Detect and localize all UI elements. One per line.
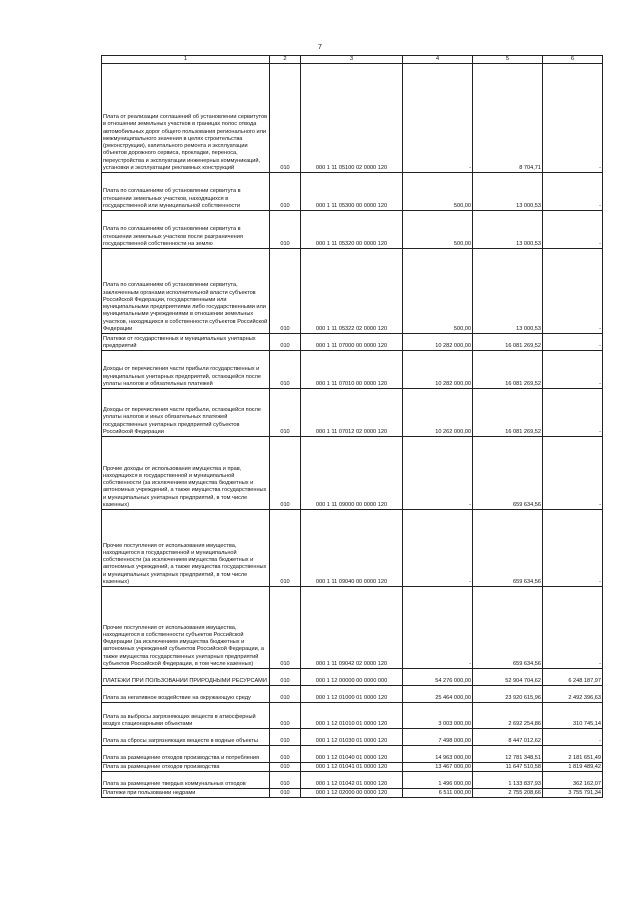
row-name: [102, 763, 270, 772]
row-executed-amount: 2 692 254,86: [473, 703, 543, 729]
page-number: 7: [318, 44, 322, 51]
row-line-code: 010: [270, 211, 301, 249]
row-budget-code: 000 1 11 09040 00 0000 120: [301, 510, 403, 587]
row-budget-code: 000 1 12 01042 01 0000 120: [301, 772, 403, 789]
row-name-text: Платежи от государственных и муниципальных унитарных предприятий: [103, 335, 256, 349]
row-name: [102, 686, 270, 703]
row-name-text: Доходы от перечисления части прибыли государственных и муниципальных унитарных предприятий, остающейся после уплаты налогов и обязательных платежей: [103, 366, 262, 387]
table-row: [102, 249, 603, 334]
row-unexecuted-amount: 3 755 791,34: [543, 789, 603, 798]
row-name-text: Плата за негативное воздействие на окружающую среду: [103, 694, 251, 701]
row-name: [102, 510, 270, 587]
row-executed-amount: 13 000,53: [473, 211, 543, 249]
row-unexecuted-amount: 2 492 396,63: [543, 686, 603, 703]
row-unexecuted-amount: 1 819 489,42: [543, 763, 603, 772]
header-col-6: 6: [543, 56, 603, 64]
row-executed-amount: 8 704,71: [473, 64, 543, 173]
row-name-text: Плата за размещение отходов производства: [103, 763, 220, 770]
table-row: [102, 334, 603, 351]
row-approved-amount: -: [403, 437, 473, 510]
row-unexecuted-amount: 2 181 651,49: [543, 746, 603, 763]
row-line-code: 010: [270, 334, 301, 351]
row-executed-amount: 16 081 269,52: [473, 389, 543, 437]
row-approved-amount: -: [403, 64, 473, 173]
row-unexecuted-amount: 310 745,14: [543, 703, 603, 729]
table-row: [102, 789, 603, 798]
row-name: [102, 729, 270, 746]
table-row: [102, 669, 603, 686]
row-unexecuted-amount: -: [543, 437, 603, 510]
row-unexecuted-amount: 362 162,07: [543, 772, 603, 789]
row-line-code: 010: [270, 249, 301, 334]
row-name-text: Плата по соглашениям об установлении сервитута, заключенным органами исполнительной власти субъектов Российской Федерации, государственными или муниципальными предприятиями либо государственными или муниципальными учреждениями в отношении земельных участков, находящихся в собственности субъектов Российской Федерации: [103, 282, 268, 332]
row-line-code: 010: [270, 437, 301, 510]
row-unexecuted-amount: -: [543, 510, 603, 587]
row-approved-amount: 500,00: [403, 173, 473, 211]
table-row: [102, 746, 603, 763]
row-executed-amount: 659 634,56: [473, 437, 543, 510]
row-approved-amount: 14 963 000,00: [403, 746, 473, 763]
row-unexecuted-amount: -: [543, 334, 603, 351]
row-executed-amount: 13 000,53: [473, 173, 543, 211]
row-budget-code: 000 1 12 01030 01 0000 120: [301, 729, 403, 746]
row-name-text: ПЛАТЕЖИ ПРИ ПОЛЬЗОВАНИИ ПРИРОДНЫМИ РЕСУРСАМИ: [103, 677, 267, 684]
row-budget-code: 000 1 11 05300 00 0000 120: [301, 173, 403, 211]
header-col-1: 1: [102, 56, 270, 64]
row-name-text: Плата за сбросы загрязняющих веществ в водные объекты: [103, 737, 258, 744]
row-executed-amount: 13 000,53: [473, 249, 543, 334]
row-budget-code: 000 1 11 09000 00 0000 120: [301, 437, 403, 510]
row-name-text: Плата от реализации соглашений об установлении сервитутов в отношении земельных участков в границах полос отвода автомобильных дорог общего пользования регионального или межмуниципального значения в целях строительства (реконструкции), капитального ремонта и эксплуатации объектов дорожного сервиса, прокладки, переноса, переустройства и эксплуатации инженерных коммуникаций, установки и эксплуатации рекламных конструкций: [103, 114, 268, 171]
row-budget-code: 000 1 11 07010 00 0000 120: [301, 351, 403, 389]
row-approved-amount: 6 511 000,00: [403, 789, 473, 798]
row-unexecuted-amount: -: [543, 389, 603, 437]
row-approved-amount: 13 467 000,00: [403, 763, 473, 772]
row-name: [102, 437, 270, 510]
row-line-code: 010: [270, 587, 301, 669]
table-row: [102, 729, 603, 746]
row-approved-amount: 10 262 000,00: [403, 389, 473, 437]
column-number-header-row: [102, 56, 603, 64]
row-budget-code: 000 1 11 05100 02 0000 120: [301, 64, 403, 173]
row-line-code: 010: [270, 746, 301, 763]
row-budget-code: 000 1 12 01000 01 0000 120: [301, 686, 403, 703]
row-executed-amount: 16 081 269,52: [473, 351, 543, 389]
row-name-text: Прочие доходы от использования имущества и прав, находящихся в государственной и муниципальной собственности (за исключением имущества бюджетных и автономных учреждений, а также имущества государственных и муниципальных унитарных предприятий, в том числе казенных): [103, 465, 267, 508]
row-line-code: 010: [270, 64, 301, 173]
row-name-text: Плата по соглашениям об установлении сервитута в отношении земельных участков после разграничения государственной собственности на землю: [103, 226, 243, 247]
header-col-3: 3: [301, 56, 403, 64]
row-name-text: Плата за размещение отходов производства и потребления: [103, 754, 260, 761]
row-unexecuted-amount: -: [543, 173, 603, 211]
row-approved-amount: -: [403, 510, 473, 587]
row-budget-code: 000 1 11 07012 02 0000 120: [301, 389, 403, 437]
row-approved-amount: 500,00: [403, 249, 473, 334]
row-name: [102, 772, 270, 789]
row-name-text: Плата за выбросы загрязняющих веществ в атмосферный воздух стационарными объектами: [103, 713, 256, 727]
row-line-code: 010: [270, 351, 301, 389]
row-unexecuted-amount: -: [543, 351, 603, 389]
row-name: [102, 389, 270, 437]
row-approved-amount: 10 282 000,00: [403, 334, 473, 351]
row-approved-amount: 7 498 000,00: [403, 729, 473, 746]
table-row: [102, 389, 603, 437]
row-line-code: 010: [270, 686, 301, 703]
row-name: [102, 211, 270, 249]
table-row: [102, 173, 603, 211]
row-budget-code: 000 1 12 01041 01 0000 120: [301, 763, 403, 772]
row-unexecuted-amount: -: [543, 587, 603, 669]
table-row: [102, 772, 603, 789]
row-unexecuted-amount: -: [543, 64, 603, 173]
table-row: [102, 437, 603, 510]
report-table-body: [102, 56, 603, 798]
table-row: [102, 510, 603, 587]
row-budget-code: 000 1 12 01040 01 0000 120: [301, 746, 403, 763]
row-line-code: 010: [270, 772, 301, 789]
row-line-code: 010: [270, 763, 301, 772]
row-approved-amount: 54 276 000,00: [403, 669, 473, 686]
row-unexecuted-amount: 6 248 187,97: [543, 669, 603, 686]
table-row: [102, 686, 603, 703]
row-executed-amount: 8 447 012,62: [473, 729, 543, 746]
row-approved-amount: 500,00: [403, 211, 473, 249]
row-executed-amount: 52 904 704,62: [473, 669, 543, 686]
row-name: [102, 789, 270, 798]
header-col-5: 5: [473, 56, 543, 64]
row-name: [102, 64, 270, 173]
row-approved-amount: 3 003 000,00: [403, 703, 473, 729]
row-unexecuted-amount: -: [543, 249, 603, 334]
row-executed-amount: 12 781 348,51: [473, 746, 543, 763]
row-approved-amount: 10 282 000,00: [403, 351, 473, 389]
row-budget-code: 000 1 12 01010 01 0000 120: [301, 703, 403, 729]
row-name-text: Платежи при пользовании недрами: [103, 789, 196, 796]
row-line-code: 010: [270, 729, 301, 746]
row-name: [102, 746, 270, 763]
header-col-4: 4: [403, 56, 473, 64]
table-row: [102, 703, 603, 729]
row-budget-code: 000 1 11 05322 02 0000 120: [301, 249, 403, 334]
row-budget-code: 000 1 12 00000 00 0000 000: [301, 669, 403, 686]
row-executed-amount: 23 920 615,96: [473, 686, 543, 703]
row-approved-amount: 1 496 000,00: [403, 772, 473, 789]
row-approved-amount: -: [403, 587, 473, 669]
table-row: [102, 351, 603, 389]
row-budget-code: 000 1 11 09042 02 0000 120: [301, 587, 403, 669]
row-budget-code: 000 1 12 02000 00 0000 120: [301, 789, 403, 798]
row-name: [102, 703, 270, 729]
row-line-code: 010: [270, 703, 301, 729]
row-unexecuted-amount: -: [543, 211, 603, 249]
table-row: [102, 211, 603, 249]
table-row: [102, 763, 603, 772]
row-executed-amount: 1 133 837,93: [473, 772, 543, 789]
row-executed-amount: 659 634,56: [473, 510, 543, 587]
row-line-code: 010: [270, 173, 301, 211]
income-report-table: [101, 55, 603, 798]
row-approved-amount: 25 464 000,00: [403, 686, 473, 703]
row-executed-amount: 11 647 510,58: [473, 763, 543, 772]
row-line-code: 010: [270, 510, 301, 587]
row-budget-code: 000 1 11 05320 00 0000 120: [301, 211, 403, 249]
row-line-code: 010: [270, 669, 301, 686]
row-budget-code: 000 1 11 07000 00 0000 120: [301, 334, 403, 351]
table-row: [102, 587, 603, 669]
row-name: [102, 669, 270, 686]
row-name-text: Прочие поступления от использования имущества, находящегося в государственной и муниципальной собственности (за исключением имущества бюджетных и автономных учреждений, а также имущества государственных и муниципальных унитарных предприятий, в том числе казенных): [103, 542, 267, 585]
row-name: [102, 351, 270, 389]
row-line-code: 010: [270, 389, 301, 437]
row-name-text: Прочие поступления от использования имущества, находящегося в собственности субъектов Российской Федерации (за исключением имущества бюджетных и автономных учреждений субъектов Российской Федерации, а также имущества государственных унитарных предприятий субъектов Российской Федерации, в том числе казенных): [103, 624, 264, 667]
row-name-text: Плата по соглашениям об установлении сервитута в отношении земельных участков, находящихся в государственной или муниципальной собственности: [103, 188, 241, 209]
row-name: [102, 334, 270, 351]
header-col-2: 2: [270, 56, 301, 64]
row-name: [102, 173, 270, 211]
row-name-text: Доходы от перечисления части прибыли, остающейся после уплаты налогов и иных обязательных платежей государственных унитарных предприятий субъектов Российской Федерации: [103, 407, 261, 435]
row-line-code: 010: [270, 789, 301, 798]
row-unexecuted-amount: -: [543, 729, 603, 746]
row-executed-amount: 16 081 269,52: [473, 334, 543, 351]
row-executed-amount: 659 634,56: [473, 587, 543, 669]
row-name: [102, 587, 270, 669]
table-row: [102, 64, 603, 173]
row-name-text: Плата за размещение твердых коммунальных отходов: [103, 780, 246, 787]
row-executed-amount: 2 755 208,66: [473, 789, 543, 798]
row-name: [102, 249, 270, 334]
